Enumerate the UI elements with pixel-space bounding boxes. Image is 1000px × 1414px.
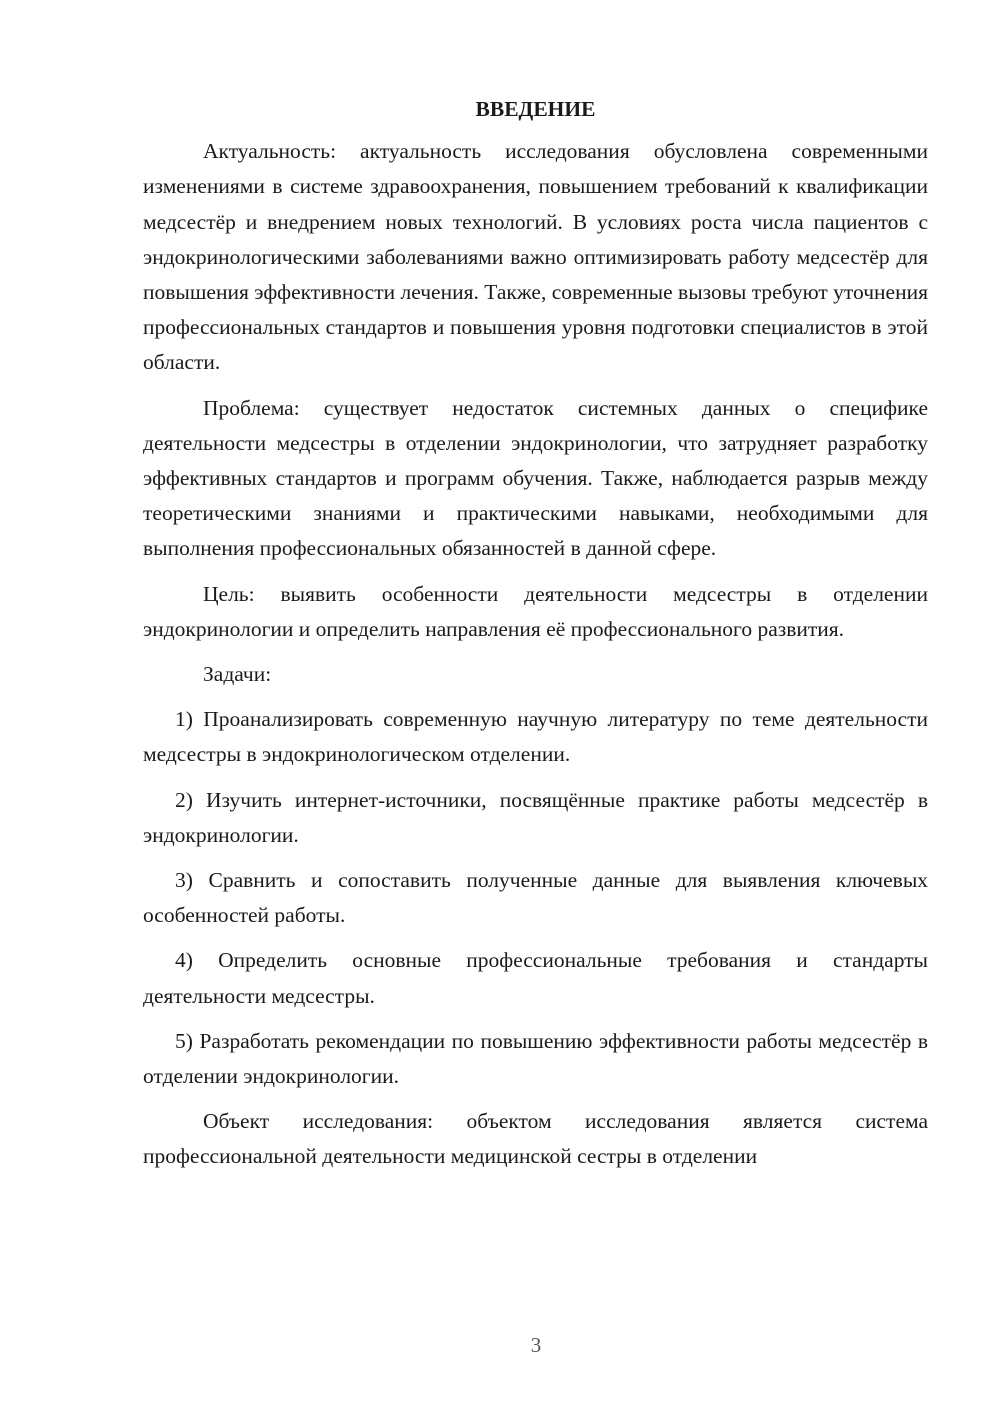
object-paragraph: Объект исследования: объектом исследования является система профессиональной деятельности медицинской сестры в отделении bbox=[143, 1109, 928, 1169]
task-item bbox=[143, 702, 928, 772]
tasks-label: Задачи: bbox=[203, 662, 272, 687]
task-number: 3) bbox=[175, 868, 193, 893]
problem-paragraph: Проблема: существует недостаток системных данных о специфике деятельности медсестры в отделении эндокринологии, что затрудняет разработку эффективных стандартов и программ обучения. Также, наблюдается разрыв между теоретическими знаниями и практическими навыками, необходимыми для выполнения профессиональных обязанностей в данной сфере. bbox=[143, 395, 928, 561]
document-page bbox=[143, 92, 928, 1185]
task-number: 4) bbox=[175, 948, 193, 973]
relevance-paragraph: Актуальность: актуальность исследования обусловлена современными изменениями в системе здравоохранения, повышением требований к квалификации медсестёр и внедрением новых технологий. В условиях роста числа пациентов с эндокринологическими заболеваниями важно оптимизировать работу медсестёр для повышения эффективности лечения. Также, современные вызовы требуют уточнения профессиональных стандартов и повышения уровня подготовки специалистов в этой области. bbox=[143, 139, 928, 375]
section-heading: ВВЕДЕНИЕ bbox=[475, 97, 596, 121]
task-item bbox=[143, 783, 928, 853]
task-number: 5) bbox=[175, 1028, 193, 1053]
task-text: Сравнить и сопоставить полученные данные для выявления ключевых особенностей работы. bbox=[143, 868, 929, 928]
goal-paragraph: Цель: выявить особенности деятельности медсестры в отделении эндокринологии и определить направления её профессионального развития. bbox=[143, 581, 928, 641]
task-item bbox=[143, 943, 928, 1013]
task-text: Проанализировать современную научную литературу по теме деятельности медсестры в эндокринологическом отделении. bbox=[143, 707, 928, 767]
task-item bbox=[143, 1024, 928, 1094]
task-text: Изучить интернет-источники, посвящённые практике работы медсестёр в эндокринологии. bbox=[143, 787, 928, 847]
page-number: 3 bbox=[530, 1333, 542, 1357]
task-text: Разработать рекомендации по повышению эффективности работы медсестёр в отделении эндокринологии. bbox=[143, 1028, 929, 1089]
task-number: 1) bbox=[175, 707, 193, 732]
task-number: 2) bbox=[175, 787, 193, 812]
task-item bbox=[143, 863, 928, 933]
task-text: Определить основные профессиональные требования и стандарты деятельности медсестры. bbox=[143, 948, 929, 1008]
